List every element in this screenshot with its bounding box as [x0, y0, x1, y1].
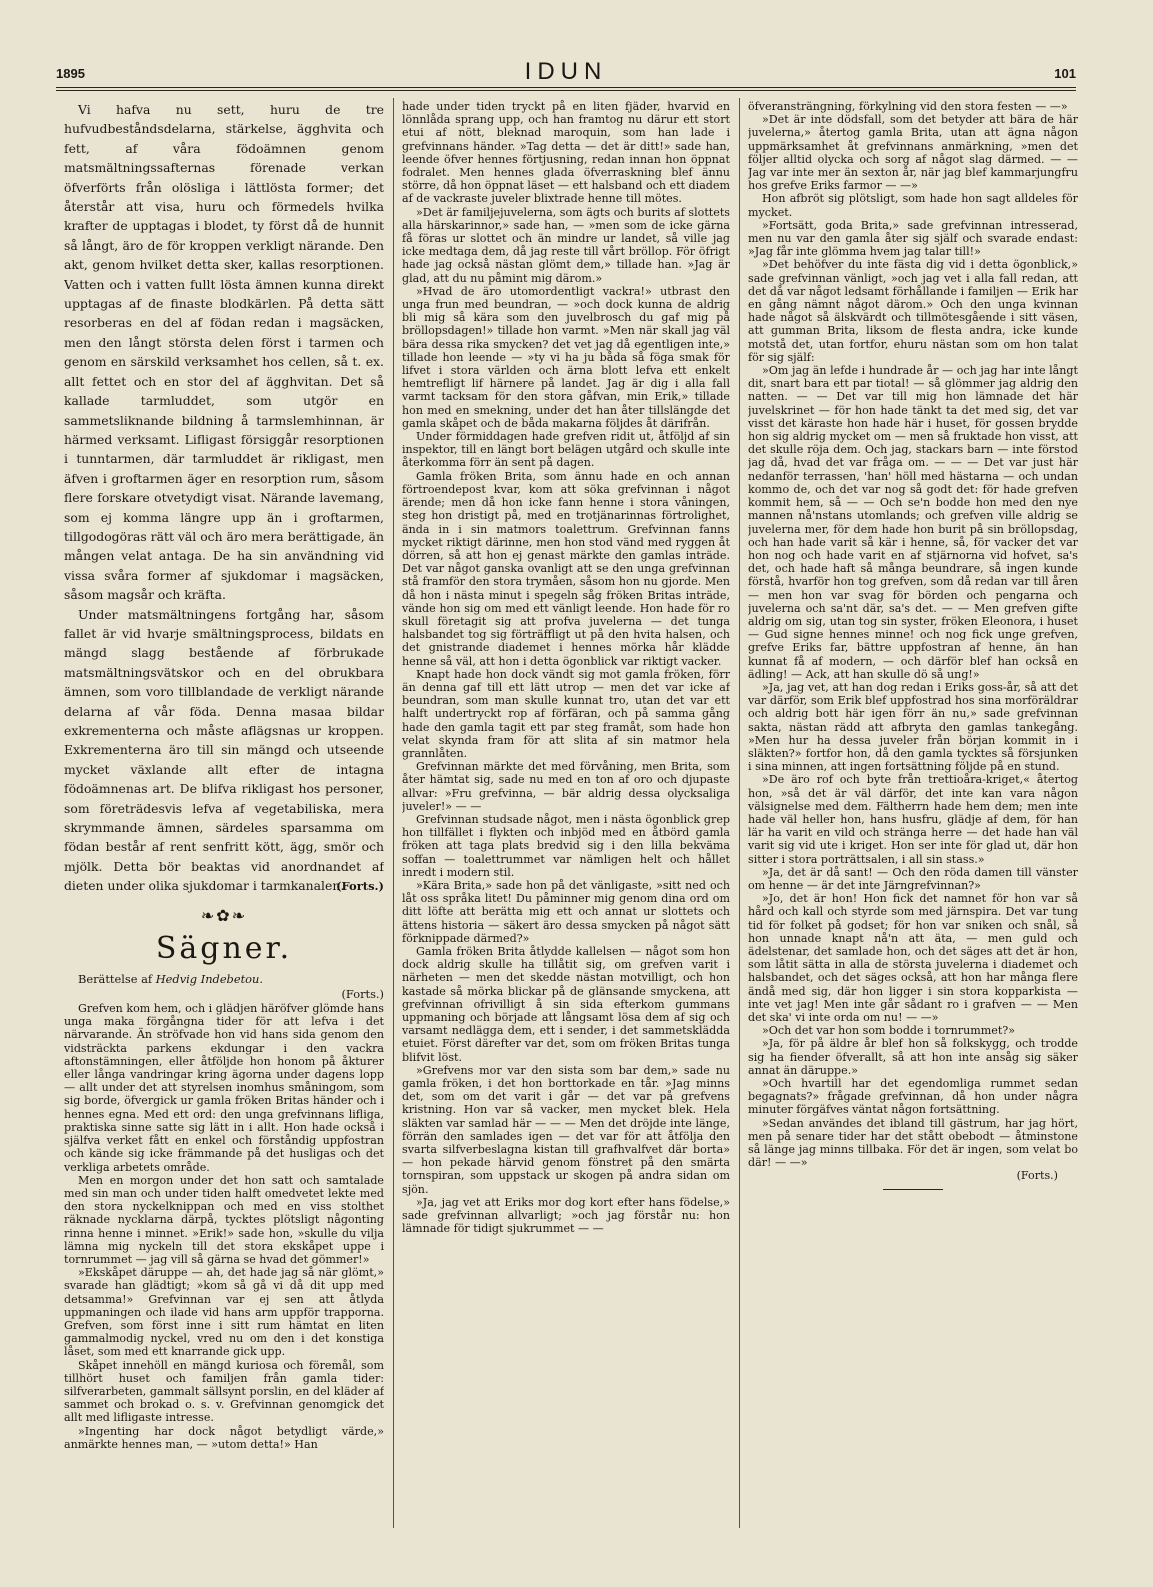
magazine-title: IDUN: [524, 58, 608, 85]
paragraph: »Grefvens mor var den sista som bar dem,» sade nu gamla fröken, i det hon borttorkade en tår. »Jag minns det, som om det varit i går — det var på grefvens kristning. Hon var så vacker, men mycket blek. Hela släkten var samlad här — — — Men det dröjde inte länge, förrän den samlades igen — det var för att åtfölja den svarta silfverbeslagna kistan till grafhvalfvet där borta» — hon pekade härvid genom fönstret på den smärta tornspiran, som uppstack ur skogen på andra sidan om sjön.: [402, 1063, 730, 1196]
paragraph: Skåpet innehöll en mängd kuriosa och föremål, som tillhört huset och familjen från gamla tider: silfverarbeten, gammalt sällsynt porslin, en del kläder af sammet och brokad o. s. v. Grefvinnan genomgick det allt med lifligaste intresse.: [64, 1358, 384, 1425]
byline-author: Hedvig Indebetou.: [155, 972, 263, 987]
paragraph: »Ja, för på äldre år blef hon så folkskygg, och trodde sig ha fiender öfverallt, så att hon inte ansåg sig säker annat än däruppe.»: [748, 1037, 1078, 1077]
paragraph: »Ja, jag vet att Eriks mor dog kort efter hans födelse,» sade grefvinnan allvarligt; »och jag förstår nu: hon lämnade för tidigt sjukrummet — —: [402, 1195, 730, 1236]
column-1: [64, 100, 384, 1540]
paragraph: Grefvinnan märkte det med förvåning, men Brita, som åter hämtat sig, sade nu med en ton af oro och djupaste allvar: »Fru grefvinna, — bär aldrig dessa olycksaliga juveler!» — —: [402, 760, 730, 813]
page-number: 101: [1054, 66, 1076, 81]
paragraph: Grefven kom hem, och i glädjen häröfver glömde hans unga maka förgångna tider för att lefva i det närvarande. Än ströfvade hon vid hans sida genom den vidsträckta parkens ekdungar i den vackra aftonstämningen, eller åtföljde hon honom på åkturer eller långa vandringar kring ägorna under dagens lopp — allt under det att styrelsen inomhus småningom, som sig borde, öfvergick ur gamla fröken Britas händer och i hennes egna. Med ett ord: den unga grefvinnans lifliga, praktiska sinne satte sig lätt in i allt. Hon hade också i själfva verket fått en enkel och förståndig uppfostran och kände sig icke främmande på det husligas och det verkliga arbetets område.: [64, 1002, 384, 1174]
paragraph: »Och hvartill har det egendomliga rummet sedan begagnats?» frågade grefvinnan, då hon under några minuter förgäfves väntat någon fortsättning.: [748, 1077, 1078, 1117]
ornament-icon: ❧✿❧: [200, 906, 248, 926]
article-digestion: [64, 100, 384, 896]
page-header: [56, 60, 1076, 88]
byline-prefix: Berättelse af: [78, 972, 153, 987]
paragraph: »Fortsätt, goda Brita,» sade grefvinnan intresserad, men nu var den gamla åter sig själf och svarade endast: »Jag får inte glömma hvem jag talar till!»: [748, 218, 1078, 259]
column-divider-2: [739, 98, 740, 1528]
paragraph: Hon afbröt sig plötsligt, som hade hon sagt alldeles för mycket.: [748, 192, 1078, 219]
end-rule: [883, 1189, 943, 1190]
paragraph: Grefvinnan studsade något, men i nästa ögonblick grep hon tillfället i flykten och inbjöd med en åtbörd gamla fröken att taga plats bredvid sig i den lilla bekväma soffan — toalettrummet var nämligen helt och hållet inredt i modern stil.: [402, 812, 730, 879]
paragraph: Under matsmältningens fortgång har, såsom fallet är vid hvarje smältningsprocess, bildats en mängd slagg bestående af förbrukade matsmältningsvätskor och en del obrukbara ämnen, som voro tillblandade de verkligt närande delarna af vår föda. Denna masaa bildar exkrementerna och måste aflägsnas ur kroppen. Exkrementerna äro till sin mängd och utseende mycket växlande allt efter de intagna födoämnenas art. De blifva rikligast hos personer, som företrädesvis lefva af vegetabiliska, mera skrymmande ämnen, särdeles sparsamma om födan består af rent senfritt kött, ägg, smör och mjölk. Detta bör beaktas vid anordnandet af dieten under olika sjukdomar i tarmkanalen.: [64, 606, 384, 894]
continued-note: (Forts.): [336, 878, 384, 893]
paragraph: Gamla fröken Brita, som ännu hade en och annan förtroendepost kvar, kom att söka grefvinnan i något ärende; men då hon icke fann henne i stora våningen, steg hon dristigt på, med en trotjänarinnas förtrolighet, ända in i sin matmors toalettrum. Grefvinnan fanns mycket riktigt därinne, men hon stod vänd med ryggen åt dörren, så att hon ej genast märkte den gamlas inträde. Det var något ganska ovanligt att se den unga grefvinnan stå framför den stora trymåen, såsom hon nu gjorde. Men då hon i nästa minut i spegeln såg fröken Britas inträde, vände hon sig om med ett vänligt leende. Hon hade för ro skull företagit sig att profva juvelerna — det tunga halsbandet tog sig förträffligt ut på den hvita halsen, och det gnistrande diademet i hennes mörka hår klädde henne så väl, att hon i detta ögonblick var riktigt vacker.: [402, 469, 730, 668]
paragraph: hade under tiden tryckt på en liten fjäder, hvarvid en lönnlåda sprang upp, och han framtog nu därur ett stort etui af nött, bleknad maroquin, som han lade i grefvinnans händer. »Tag detta — det är ditt!» sade han, leende öfver hennes förtjusning, redan innan hon öppnat fodralet. Men hennes glada öfverraskning blef ännu större, då hon öppnat läset — ett halsband och ett diadem af de vackraste juveler blixtrade henne till mötes.: [402, 100, 730, 206]
story-text: [64, 1002, 384, 1451]
paragraph: »Ja, jag vet, att han dog redan i Eriks goss-år, så att det var därför, som Erik blef uppfostrad hos sina morföräldrar och aldrig bott här igen förr än nu,» sade grefvinnan sakta, nästan rädd att afbryta den gamlas tankegång. »Men hur ha dessa juveler från början kommit in i släkten?» fortfor hon, då den gamla tycktes så försjunken i sina minnen, att ingen fortsättning följde på en stund.: [748, 680, 1078, 774]
header-rule-top: [56, 87, 1076, 88]
paragraph: »Det är familjejuvelerna, som ägts och burits af slottets alla härskarinnor,» sade han, — »men som de icke gärna få föras ur slottet och än mindre ur landet, så ville jag icke medtaga dem, då jag reste till vårt bröllop. För öfrigt hade jag också nästan glömt dem,» tillade han. »Jag är glad, att du nu påmint mig därom.»: [402, 205, 730, 285]
paragraph: »Ja, det är då sant! — Och den röda damen till vänster om henne — är det inte Järngrefvinnan?»: [748, 865, 1078, 892]
paragraph: »Ingenting har dock något betydligt värde,» anmärkte hennes man, — »utom detta!» Han: [64, 1424, 384, 1451]
paragraph: Under förmiddagen hade grefven ridit ut, åtföljd af sin inspektor, till en längt bort belägen utgård och skulle inte återkomma förr än sent på dagen.: [402, 430, 730, 470]
paragraph: »De äro rof och byte från trettioåra-kriget,« återtog hon, »så det är väl därför, det inte kan vara någon välsignelse med dem. Fältherrn hade hem dem; men inte hade väl heller hon, hans husfru, glädje af dem, för han lär ha varit en vild och stränga herre — det hade han väl varit sig vid ute i kriget. Hon ser inte för glad ut, där hon sitter i stora porträttsalen, i all sin stass.»: [748, 773, 1078, 866]
column-3: [748, 100, 1078, 1540]
story-title: Sägner.: [155, 931, 293, 967]
paragraph: »Kära Brita,» sade hon på det vänligaste, »sitt ned och låt oss språka litet! Du påminner mig genom dina ord om ditt löfte att berätta mig ett och annat ur slottets och ättens historia — säkert äro dessa smycken på något sätt förknippade därmed?»: [402, 878, 730, 945]
paragraph: »Hvad de äro utomordentligt vackra!» utbrast den unga frun med beundran, — »och dock kunna de aldrig bli mig så kära som den juvelbrosch du gaf mig på bröllopsdagen!» tillade hon varmt. »Men när skall jag väl bära dessa rika smycken? det vet jag då egentligen inte,» tillade hon leende — »ty vi ha ju båda så föga smak för lifvet i stora världen och ärna blott lefva ett enkelt hemtrefligt lif härnere på landet. Jag är dig i alla fall varmt tacksam för den stora gåfvan, min Erik,» tillade hon med en smekning, under det han åter tillslängde det gamla skåpet och de båda makarna följdes åt därifrån.: [402, 284, 730, 430]
paragraph: »Och det var hon som bodde i tornrummet?»: [762, 1024, 1016, 1038]
paragraph: »Om jag än lefde i hundrade år — och jag har inte långt dit, snart bara ett par tiotal! — så glömmer jag aldrig den natten. — — Det var till mig hon lämnade det här juvelskrinet — för hon hade tänkt ta det med sig, det var visst det käraste hon hade här i huset, för gossen brydde hon sig aldrig mycket om — men så fruktade hon visst, att det skulle röja dem. Och jag, stackars barn — inte förstod jag då, hvad det var fråga om. — — — Det var just här nedanför terrassen, 'han' höll med hästarna — och undan kommo de, och det var nog så godt det: för hade grefven kommit hem, så — — Och se'n bodde hon med den nye mannen nå'nstans utomlands; och grefven ville aldrig se juvelerna mer, för dem hade hon burit på sin bröllopsdag, och han hade varit så kär i henne, så, för vacker det var hon nog och hade varit en af stjärnorna vid hofvet, sa's det, och hade haft så många beundrare, så ingen kunde förstå, hvarför hon tog grefven, som då redan var till åren — men hon var svag för börden och pengarna och juvelerna och sa'nt där, sa's det. — — Men grefven gifte aldrig om sig, utan tog sin syster, fröken Eleonora, i huset — Gud signe hennes minne! och nog fick unge grefven, grefve Eriks far, bättre uppfostran af henne, än han kunnat få af modern, — och därför blef han också en ädling! — Ack, att han skulle dö så ung!»: [748, 364, 1078, 681]
paragraph: »Jo, det är hon! Hon fick det namnet för hon var så hård och kall och styrde som med järnspira. Det var tung tid för folket på godset; för hon var sniken och snål, så hon unnade knapt nå'n att äta, — men guld och ädelstenar, det samlade hon, och det säges att det är hon, som låtit sätta in alla de största juvelerna i diademet och halsbandet, och det säges också, att hon har många flere ändå med sig, där hon ligger i sin stora kopparkista — inte vet jag! Men inte går sådant ro i grafven — — Men det ska' vi inte orda om nu! — —»: [748, 892, 1078, 1025]
paragraph: Knapt hade hon dock vändt sig mot gamla fröken, förr än denna gaf till ett lätt utrop — men det var icke af beundran, som man skulle kunnat tro, utan det var ett halft undertryckt rop af förfäran, och på samma gång hade den gamla tagit ett par steg framåt, som hade hon velat skynda fram för att slita af sin matmor hela grannlåten.: [402, 667, 730, 760]
paragraph: »Ekskåpet däruppe — ah, det hade jag så när glömt,» svarade han glädtigt; »kom så gå vi då dit upp med detsamma!» Grefvinnan var ej sen att åtlyda uppmaningen och ilade vid hans arm uppför trapporna. Grefven, som först inne i sitt rum hämtat en liten gammalmodig nyckel, vred nu om den i det konstiga låset, som med ett knarrande gick upp.: [64, 1266, 384, 1359]
paragraph: »Sedan användes det ibland till gästrum, har jag hört, men på senare tider har det stått obebodt — åtminstone så länge jag minns tillbaka. För det är ingen, som velat bo där! — —»: [748, 1116, 1078, 1170]
paragraph: öfveransträngning, förkylning vid den stora festen — —»: [748, 100, 1068, 113]
paragraph: Gamla fröken Brita åtlydde kallelsen — något som hon dock aldrig skulle ha tillåtit sig, om grefven varit i närheten — men det skedde nästan motvilligt, och hon kastade så mörka blickar på de glänsande smyckena, att grefvinnan ofrivilligt å sin sida efterkom gummans uppmaning och började att långsamt lösa dem af sig och varsamt nedlägga dem, ett i sender, i det sammetsklädda etuiet. Först därefter var det, som om fröken Britas tunga blifvit löst.: [402, 945, 730, 1064]
paragraph: Men en morgon under det hon satt och samtalade med sin man och under tiden halft omedvetet lekte med den stora nyckelknippan och med en viss stolthet räknade nycklarna därpå, tycktes plötsligt någonting rinna henne i minnet. »Erik!» sade hon, »skulle du vilja lämna mig nyckeln till det stora ekskåpet uppe i tornrummet — jag vill så gärna se hvad det gömmer!»: [64, 1173, 384, 1266]
column-2: [402, 100, 730, 1540]
paragraph: »Det behöfver du inte fästa dig vid i detta ögonblick,» sade grefvinnan vänligt, »och jag vet i alla fall redan, att det då var något ledsamt förhållande i familjen — Erik har en gång nämnt något därom.» Och den unga kvinnan hade något så älskvärdt och tillmötesgående i sitt väsen, att gumman Brita, liksom de flesta andra, icke kunde motstå det, utan fortfor, ehuru nästan som om hon talat för sig själf:: [748, 258, 1078, 364]
paragraph: Vi hafva nu sett, huru de tre hufvudbeståndsdelarna, stärkelse, ägghvita och fett, af våra födoämnen genom matsmältningssafternas förenade verkan öfverförts från olösliga i lättlösta former; det återstår att visa, huru och förmedels hvilka krafter de upptagas i blodet, ty först då de hunnit så långt, äro de för kroppen verkligt närande. Den akt, genom hvilket detta sker, kallas resorptionen. Vatten och i vatten fullt lösta ämnen kunna direkt upptagas af de finaste blodkärlen. På detta sätt resorberas en del af födan redan i magsäcken, men den långt största delen först i tarmen och genom en särskild verksamhet hos cellen, så t. ex. allt fettet och en stor del af ägghvitan. Det så kallade tarmluddet, som utgör en sammetsliknande bildning å tarmslemhinnan, är härmed verksamt. Lifligast försiggår resorptionen i tunntarmen, där tarmluddet är rikligast, men äfven i groftarmen äger en resorption rum, såsom flere forskare otvetydigt visat. Närande lavemang, som ej komma längre upp än i groftarmen, tillgodogöras rätt väl och äro mera berättigade, än mången velat antaga. De ha sin användning vid vissa svåra former af sjukdomar i magsäcken, såsom magsår och kräfta.: [64, 102, 384, 603]
paragraph: »Det är inte dödsfall, som det betyder att bära de här juvelerna,» återtog gamla Brita, utan att ägna någon uppmärksamhet åt grefvinnans anmärkning, »men det följer alltid olycka och sorg af något slag därmed. — — Jag var inte mer än sexton år, när jag blef kammarjungfru hos grefve Eriks farmor — —»: [748, 113, 1078, 193]
column-divider-1: [393, 98, 394, 1528]
header-rule-bottom: [56, 90, 1076, 91]
continued-note: (Forts.): [341, 987, 384, 1002]
continued-note: (Forts.): [1016, 1169, 1058, 1183]
year: 1895: [56, 66, 85, 81]
byline: [64, 972, 384, 987]
